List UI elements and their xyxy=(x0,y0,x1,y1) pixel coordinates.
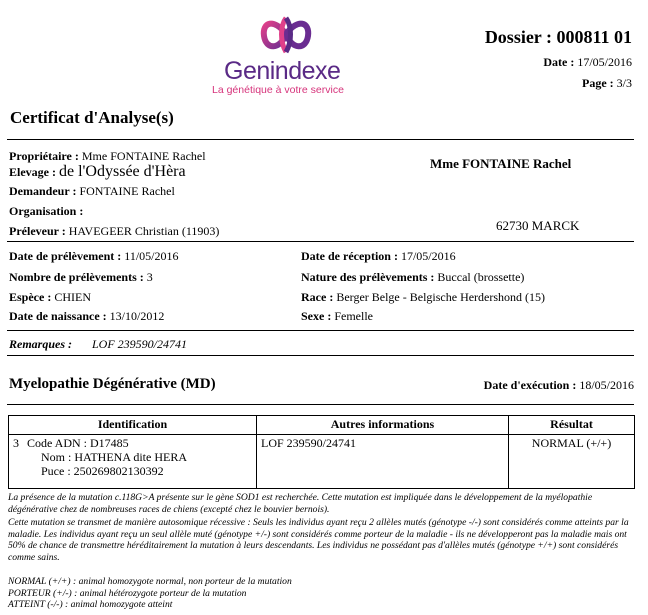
organisation-row xyxy=(9,204,83,219)
identification-cell xyxy=(9,435,257,489)
code-adn: Code ADN : D17485 xyxy=(27,436,129,450)
naissance-row xyxy=(9,309,164,324)
remarques-label: Remarques : xyxy=(9,337,72,351)
nombre-prelevements-row xyxy=(9,270,153,285)
divider xyxy=(7,330,634,331)
document-date xyxy=(543,55,632,70)
espece-value: CHIEN xyxy=(54,290,91,304)
legend-normal: NORMAL (+/+) : animal homozygote normal, non porteur de la mutation xyxy=(8,576,292,587)
nombre-value: 3 xyxy=(146,270,153,284)
date-label: Date : xyxy=(543,55,578,69)
organisation-label: Organisation : xyxy=(9,204,84,218)
table-header-row xyxy=(9,416,635,435)
table-row xyxy=(9,435,635,489)
proprietaire-label: Propriétaire : xyxy=(9,149,82,163)
animal-name: Nom : HATHENA dite HERA xyxy=(41,450,187,464)
race-value: Berger Belge - Belgische Herdershond (15) xyxy=(336,290,546,304)
demandeur-row xyxy=(9,184,175,199)
remarques-row xyxy=(9,337,72,352)
reception-value: 17/05/2016 xyxy=(400,249,456,263)
page-number xyxy=(582,76,632,91)
date-value: 17/05/2016 xyxy=(577,55,632,69)
legend-atteint: ATTEINT (-/-) : animal homozygote atteint xyxy=(8,599,173,610)
demandeur-label: Demandeur : xyxy=(9,184,80,198)
address-city: 62730 MARCK xyxy=(496,218,580,233)
page-label: Page : xyxy=(582,76,617,90)
genindexe-logo-icon xyxy=(258,10,314,58)
divider xyxy=(7,139,634,140)
results-table xyxy=(8,415,635,489)
reception-label: Date de réception : xyxy=(301,249,401,263)
divider xyxy=(7,404,634,405)
sexe-value: Femelle xyxy=(334,309,373,323)
logo-tagline: La génétique à votre service xyxy=(212,84,344,96)
sexe-label: Sexe : xyxy=(301,309,335,323)
demandeur-value: FONTAINE Rachel xyxy=(79,184,175,198)
nature-value: Buccal (brossette) xyxy=(437,270,525,284)
header-resultat: Résultat xyxy=(509,416,635,435)
nature-row xyxy=(301,270,524,285)
note-mutation: La présence de la mutation c.118G>A présente sur le gène SOD1 est recherchée. Cette mutation est impliquée dans le développement de la myélopathie dégénérative chez de nombreuses races de chiens (excepté chez le bouvier bernois). xyxy=(8,492,593,515)
nature-label: Nature des prélèvements : xyxy=(301,270,438,284)
logo-wordmark: Genindexe xyxy=(224,57,341,85)
certificate-title: Certificat d'Analyse(s) xyxy=(10,108,174,127)
dossier-number xyxy=(485,27,632,48)
divider xyxy=(7,241,634,242)
row-number: 3 xyxy=(13,436,19,450)
elevage-label: Elevage : xyxy=(9,165,59,179)
genotype-legend xyxy=(8,576,636,611)
autres-informations-cell: LOF 239590/24741 xyxy=(257,435,509,489)
date-prelevement-label: Date de prélèvement : xyxy=(9,249,125,263)
nombre-label: Nombre de prélèvements : xyxy=(9,270,147,284)
espece-label: Espèce : xyxy=(9,290,55,304)
naissance-value: 13/10/2012 xyxy=(109,309,165,323)
proprietaire-row xyxy=(9,149,206,164)
header-autres-informations: Autres informations xyxy=(257,416,509,435)
analysis-title: Myelopathie Dégénérative (MD) xyxy=(9,376,216,392)
elevage-value: de l'Odyssée d'Hèra xyxy=(59,163,186,180)
legend-porteur: PORTEUR (+/-) : animal hétérozygote porteur de la mutation xyxy=(8,587,247,599)
sexe-row xyxy=(301,309,373,324)
note-transmission: Cette mutation se transmet de manière autosomique récessive : Seuls les individus ayant reçu 2 allèles mutés (génotype -/-) sont considérés comme atteints par la maladie. Les individus ayant reçu un seul allèle muté (génotype +/-) sont considérés comme porteur de la maladie - ils ne développeront pas la maladie mais ont 50% de chance de transmettre héréditairement la mutation à leurs descendants. Les individus ne possédant pas d'allèles mutés (génotype +/+) sont considérés comme sains. xyxy=(8,517,629,563)
date-prelevement-value: 11/05/2016 xyxy=(124,249,179,263)
date-reception-row xyxy=(301,249,456,264)
preleveur-row xyxy=(9,224,219,239)
preleveur-label: Préleveur : xyxy=(9,224,69,238)
elevage-row xyxy=(9,163,186,181)
page-value: 3/3 xyxy=(616,76,632,90)
address-name: Mme FONTAINE Rachel xyxy=(430,156,572,171)
header-identification: Identification xyxy=(9,416,257,435)
execution-value: 18/05/2016 xyxy=(579,378,634,392)
dossier-value: 000811 01 xyxy=(556,27,632,47)
naissance-label: Date de naissance : xyxy=(9,309,110,323)
resultat-cell: NORMAL (+/+) xyxy=(509,435,635,489)
race-row xyxy=(301,290,545,305)
espece-row xyxy=(9,290,91,305)
execution-date-row xyxy=(484,378,634,393)
puce-number: Puce : 250269802130392 xyxy=(41,464,164,478)
preleveur-value: HAVEGEER Christian (11903) xyxy=(68,224,220,238)
date-prelevement-row xyxy=(9,249,179,264)
proprietaire-value: Mme FONTAINE Rachel xyxy=(81,149,206,163)
dossier-label: Dossier : xyxy=(484,27,557,47)
execution-label: Date d'exécution : xyxy=(483,378,580,392)
race-label: Race : xyxy=(301,290,337,304)
divider xyxy=(7,355,634,356)
remarques-value: LOF 239590/24741 xyxy=(92,337,188,351)
